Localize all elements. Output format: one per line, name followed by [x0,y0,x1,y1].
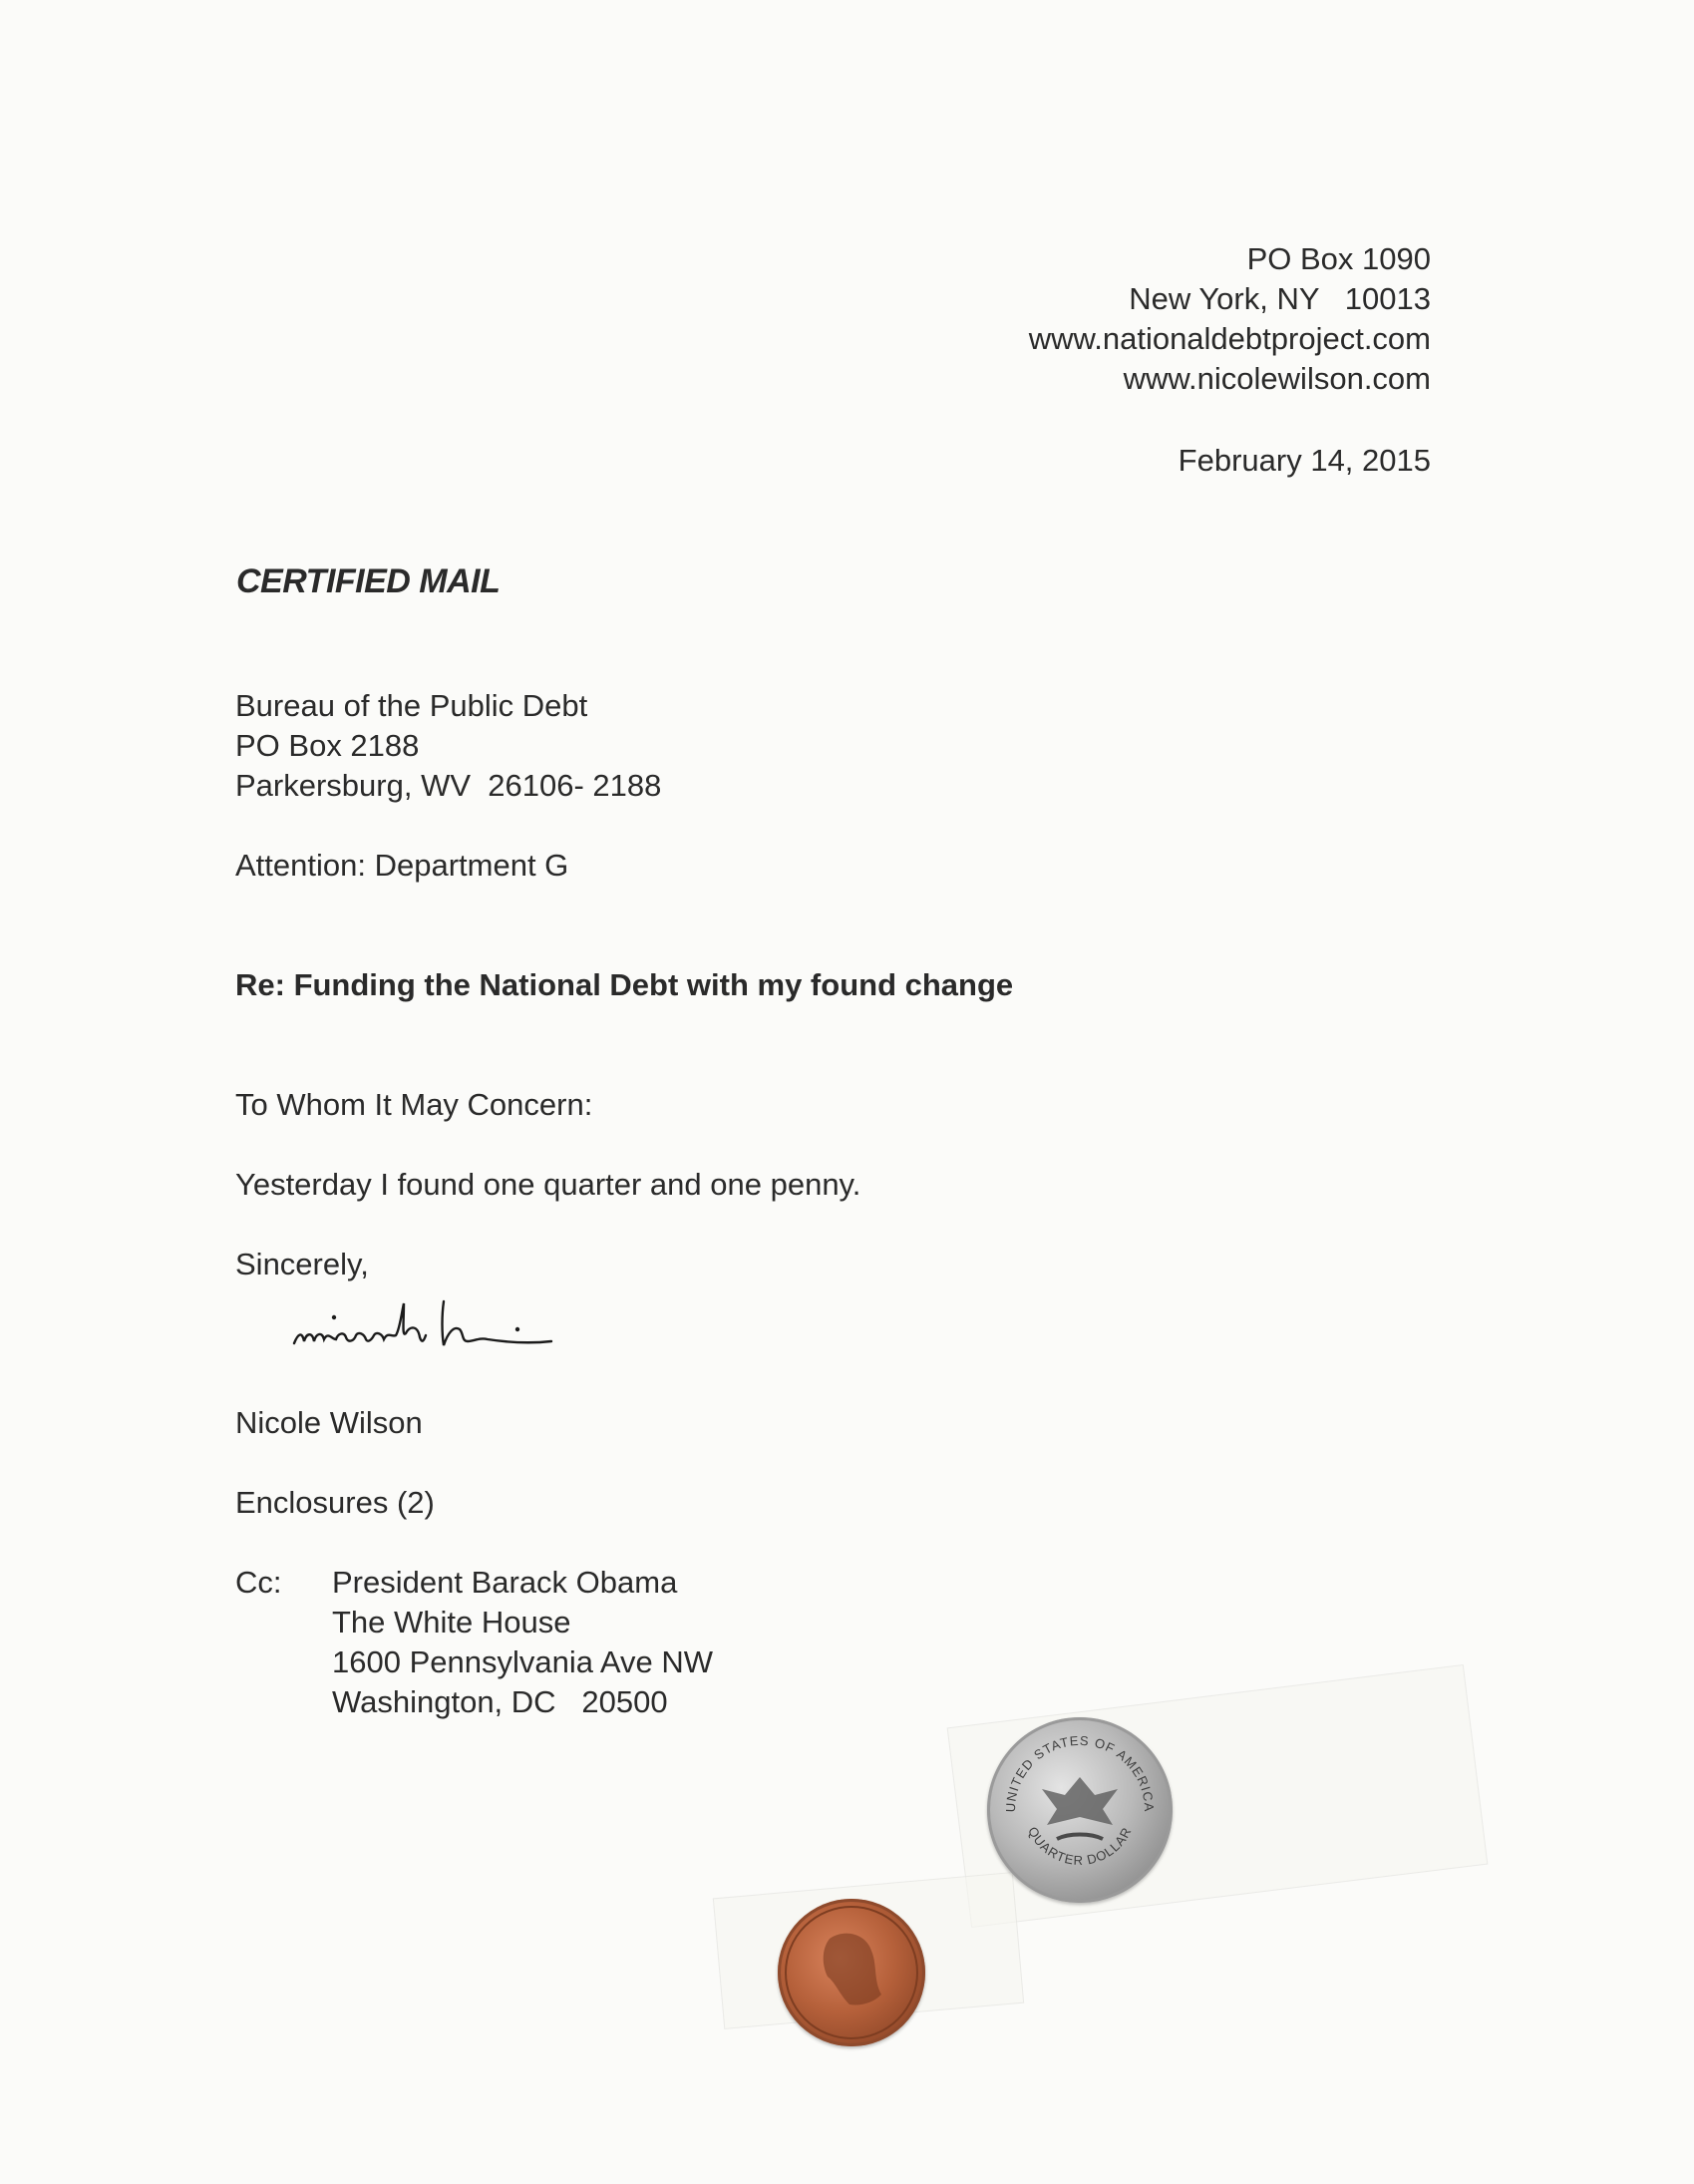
closing: Sincerely, [235,1247,369,1281]
quarter-bottom-inscription: QUARTER DOLLAR [1025,1824,1135,1869]
letter-body: Yesterday I found one quarter and one penny. [235,1167,861,1202]
certified-mail-heading: CERTIFIED MAIL [236,562,501,600]
subject-line: Re: Funding the National Debt with my found change [235,967,1014,1002]
cc-line: Washington, DC 20500 [332,1684,668,1719]
salutation: To Whom It May Concern: [235,1087,593,1122]
quarter-top-inscription: UNITED STATES OF AMERICA [1002,1732,1158,1813]
signer-name: Nicole Wilson [235,1405,423,1440]
lincoln-portrait-icon [778,1899,925,2046]
cc-line: President Barack Obama [332,1565,678,1600]
quarter-eagle-icon [987,1717,1173,1903]
recipient-address [235,686,661,806]
sender-address [1029,239,1431,399]
handwritten-signature [284,1281,603,1361]
sender-website-1: www.nationaldebtproject.com [1028,321,1431,356]
penny-coin [778,1899,925,2046]
sender-city-line: New York, NY 10013 [1129,281,1431,316]
attention-line: Attention: Department G [235,848,569,883]
cc-address [332,1563,713,1722]
recipient-name: Bureau of the Public Debt [235,688,588,723]
cc-line: The White House [332,1605,571,1639]
cc-label: Cc: [235,1565,282,1600]
sender-website-2: www.nicolewilson.com [1123,361,1431,396]
letter-date: February 14, 2015 [1178,443,1431,478]
cc-line: 1600 Pennsylvania Ave NW [332,1644,713,1679]
sender-po-box: PO Box 1090 [1246,241,1431,276]
recipient-po-box: PO Box 2188 [235,728,420,763]
recipient-city-line: Parkersburg, WV 26106- 2188 [235,768,662,803]
quarter-coin [987,1717,1173,1903]
svg-text:QUARTER DOLLAR [1025,1824,1135,1868]
enclosures-line: Enclosures (2) [235,1485,435,1520]
